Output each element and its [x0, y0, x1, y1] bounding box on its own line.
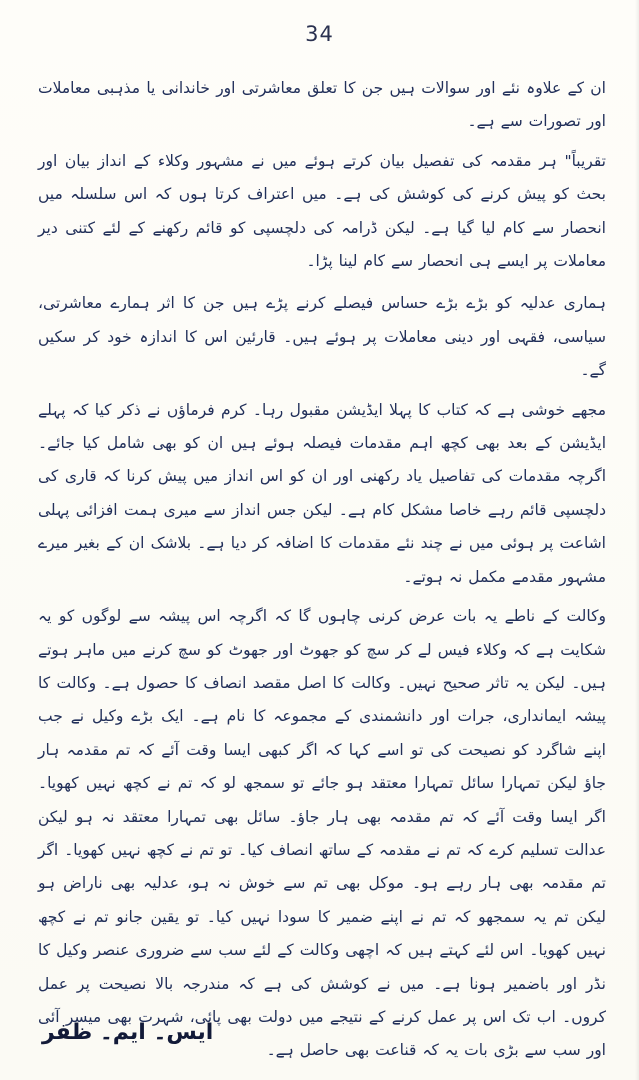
paragraph-first-edition: مجھے خوشی ہے کہ کتاب کا پہلا ایڈیشن مقبول رہا۔ کرم فرماؤں نے ذکر کیا کہ پہلے ایڈیشن کے بعد بھی کچھ اہم مقدمات فیصلہ ہوئے ہیں ان کو بھی شامل کیا جائے۔ اگرچہ مقدمات کی تفاصیل یاد رکھنی اور ان کو اس انداز میں پیش کرنا کہ قاری کی دلچسپی قائم رہے خاصا مشکل کام ہے۔ لیکن جس انداز سے میری ہمت افزائی پہلی اشاعت پر ہوئی میں نے چند نئے مقدمات کا اضافہ کر دیا ہے۔ بلاشک ان کے بغیر میرے مشہور مقدمے مکمل نہ ہوتے۔	[38, 400, 606, 586]
paragraph-advocacy: وکالت کے ناطے یہ بات عرض کرنی چاہوں گا کہ اگرچہ اس پیشہ سے لوگوں کو یہ شکایت ہے کہ وکلاء فیس لے کر سچ کو جھوٹ اور جھوٹ کو سچ کرنے میں ماہر ہوتے ہیں۔ لیکن یہ تاثر صحیح نہیں۔ وکالت کا اصل مقصد انصاف کا حصول ہے۔ وکالت کا پیشہ ایمانداری، جرات اور دانشمندی کے مجموعہ کا نام ہے۔ ایک بڑے وکیل نے جب اپنے شاگرد کو نصیحت کی تو اسے کہا کہ اگر کبھی ایسا وقت آئے کہ تم مقدمہ ہار جاؤ لیکن تمہارا سائل تمہارا معتقد ہو جائے تو سمجھ لو کہ تم نے کچھ نہیں کھویا۔ اگر ایسا وقت آئے کہ تم مقدمہ بھی ہار جاؤ۔ سائل بھی تمہارا معتقد نہ ہو لیکن عدالت تسلیم کرے کہ تم نے مقدمہ کے ساتھ انصاف کیا۔ تو تم نے کچھ نہیں کھویا۔ اگر تم مقدمہ بھی ہار رہے ہو۔ موکل بھی تم سے خوش نہ ہو، عدلیہ بھی ناراض ہو لیکن تم یہ سمجھو کہ تم نے اپنے ضمیر کا سودا نہیں کیا۔ تو یقین جانو تم نے کچھ نہیں کھویا۔ اس لئے کہتے ہیں کہ اچھی وکالت کے لئے سب سے ضروری عنصر وکیل کا نڈر اور باضمیر ہونا ہے۔ میں نے کوشش کی ہے کہ مندرجہ بالا نصیحت پر عمل کروں۔ اب تک اس پر عمل کرنے کے نتیجے میں دولت بھی پائی، شہرت بھی میسر آئی اور سب سے بڑی بات یہ کہ قناعت بھی حاصل ہے۔	[38, 607, 606, 1060]
paragraph-lawyers-style: تقریباً" ہر مقدمہ کی تفصیل بیان کرتے ہوئے میں نے مشہور وکلاء کے انداز بیان اور بحث کو پیش کرنے کی کوشش کی ہے۔ میں اعتراف کرتا ہوں کہ اس سلسلہ میں انحصار سے کام لیا گیا ہے۔ لیکن ڈرامہ کی دلچسپی کو قائم رکھنے کے لئے کتنی دیر معاملات پر ایسے ہی انحصار سے کام لینا پڑا۔	[38, 151, 606, 271]
paragraph-judiciary: ہماری عدلیہ کو بڑے بڑے حساس فیصلے کرنے پڑے ہیں جن کا اثر ہمارے معاشرتی، سیاسی، فقہی اور دینی معاملات پر ہوئے ہیں۔ قارئین اس کا اندازہ خود کر سکیں گے۔	[38, 294, 606, 380]
paragraph-intro: ان کے علاوہ نئے اور سوالات ہیں جن کا تعلق معاشرتی اور خاندانی یا مذہبی معاملات اور تصورات سے ہے۔	[38, 79, 606, 131]
page-edge-shadow	[635, 0, 639, 1080]
page-number: 34	[305, 22, 334, 46]
body-text	[38, 72, 606, 1074]
author-signature: ایس۔ ایم۔ ظفر	[42, 1020, 214, 1045]
